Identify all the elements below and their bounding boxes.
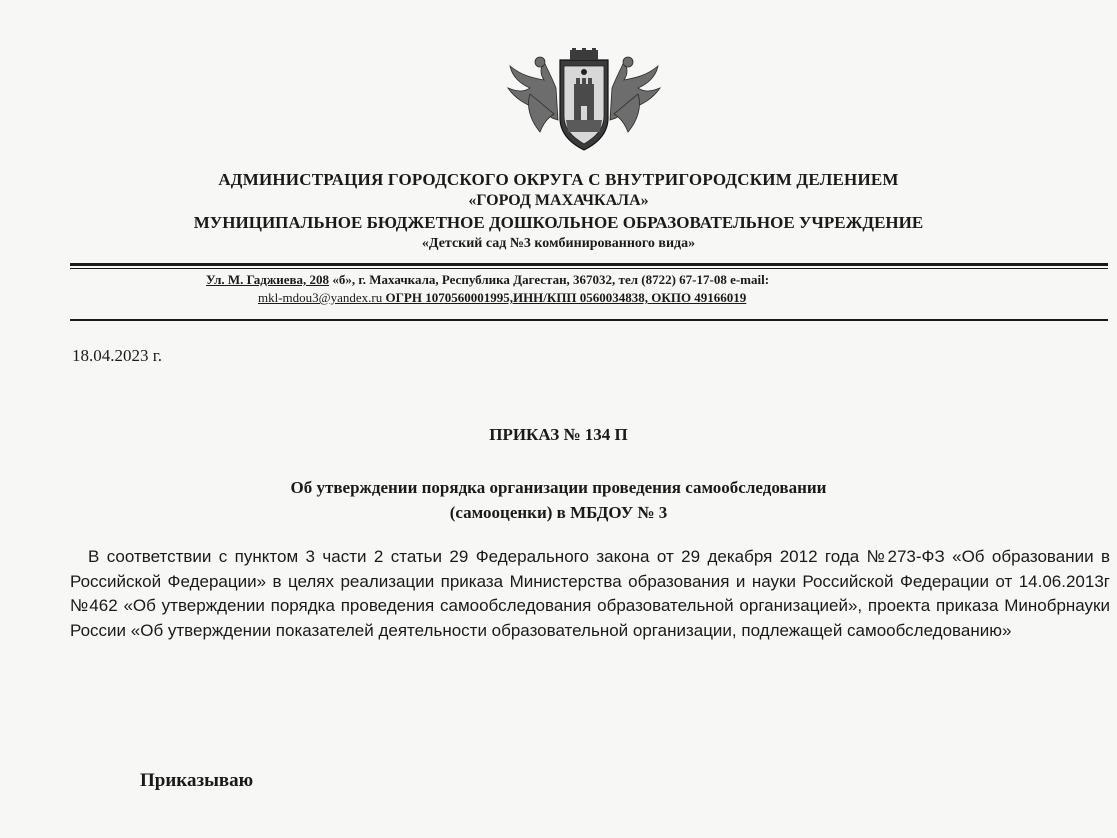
header-institution: МУНИЦИПАЛЬНОЕ БЮДЖЕТНОЕ ДОШКОЛЬНОЕ ОБРАЗОВАТЕЛЬНОЕ УЧРЕЖДЕНИЕ — [193, 213, 924, 232]
address-divider — [70, 319, 1108, 321]
registration-ids: ОГРН 1070560001995,ИНН/КПП 0560034838, ОКПО 49166019 — [382, 290, 747, 305]
header-divider-thick — [70, 263, 1108, 266]
order-preamble: В соответствии с пунктом 3 части 2 статьи 29 Федерального закона от 29 декабря 2012 года №273-ФЗ «Об образовании в Российской Федерации» в целях реализации приказа Министерства образования и науки Российской Федерации от 14.06.2013г №462 «Об утверждении порядка проведения самообследования образовательной организацией», проекта приказа Минобрнауки России «Об утверждении показателей деятельности образовательной организации, подлежащей самообследованию» — [70, 547, 1110, 640]
header-divider-thin — [70, 268, 1108, 269]
order-title: ПРИКАЗ № 134 П — [489, 425, 628, 444]
header-administration: АДМИНИСТРАЦИЯ ГОРОДСКОГО ОКРУГА С ВНУТРИГОРОДСКИМ ДЕЛЕНИЕМ — [218, 170, 899, 189]
document-date: 18.04.2023 г. — [72, 346, 163, 365]
header-city: «ГОРОД МАХАЧКАЛА» — [468, 192, 649, 209]
coat-of-arms-icon — [500, 48, 668, 152]
email-link[interactable]: mkl-mdou3@yandex.ru — [258, 290, 383, 305]
orders-heading: Приказываю — [140, 770, 254, 791]
address-line — [206, 272, 769, 288]
address-street: Ул. М. Гаджиева, 208 — [206, 272, 330, 287]
registration-line — [258, 290, 746, 306]
order-subject-line2: (самооценки) в МБДОУ № 3 — [449, 503, 668, 522]
order-subject-line1: Об утверждении порядка организации проведения самообследовании — [290, 478, 827, 497]
header-kindergarten: «Детский сад №3 комбинированного вида» — [421, 236, 696, 251]
address-details: «б», г. Махачкала, Республика Дагестан, 367032, тел (8722) 67-17-08 e-mail: — [329, 272, 770, 287]
